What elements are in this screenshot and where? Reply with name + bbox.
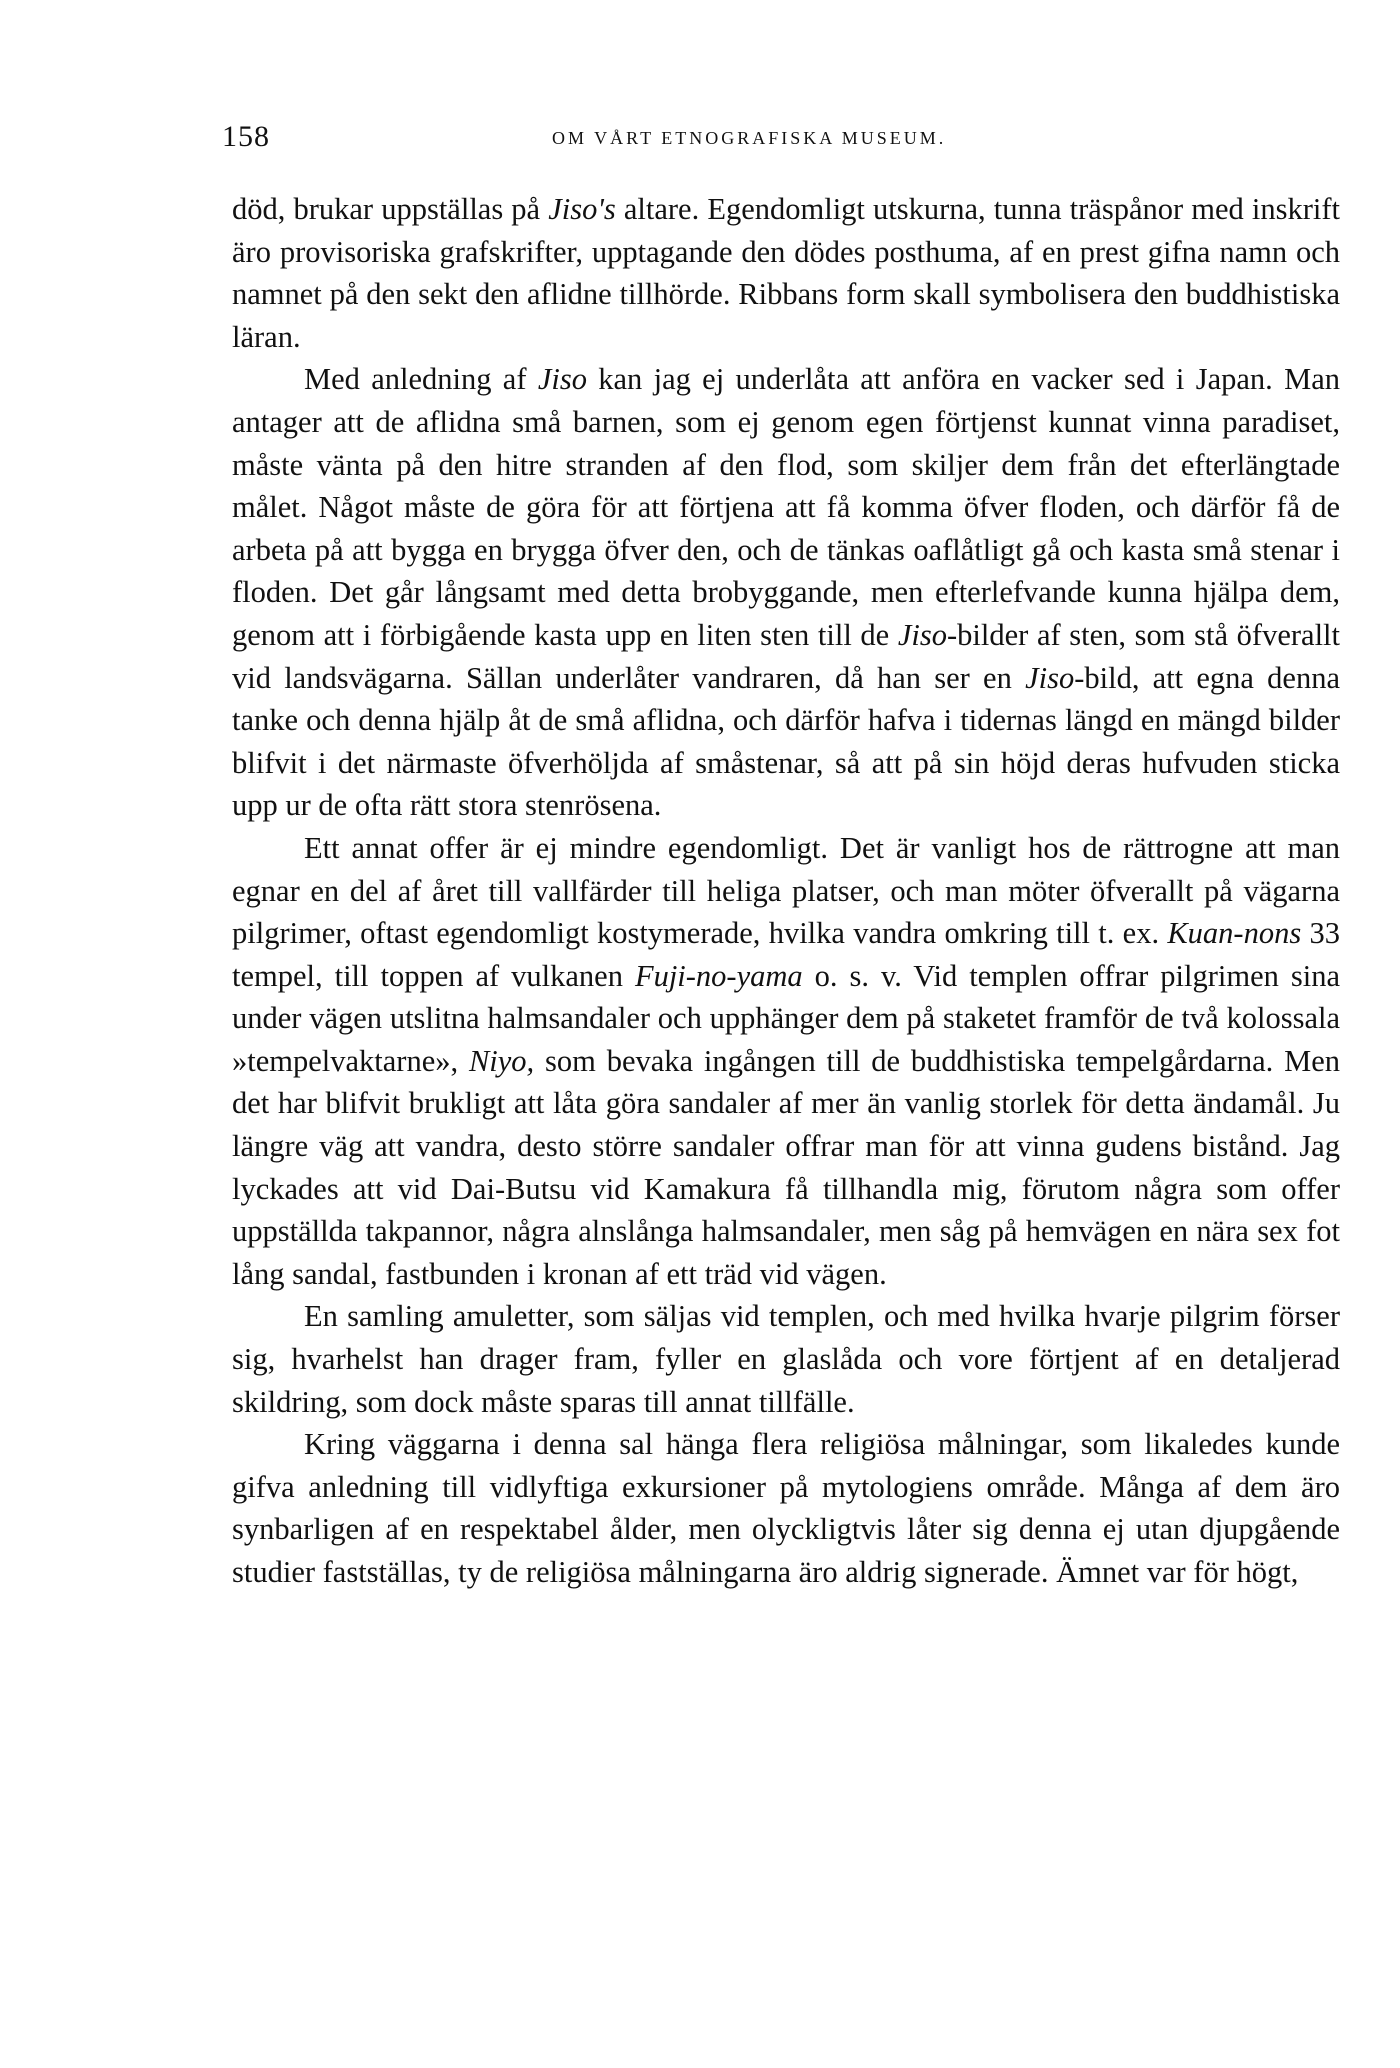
text-run: som bevaka ingången till de buddhistiska tempelgårdarna. Men det har blifvit brukligt att låta göra sandaler af mer än vanlig storlek för detta ändamål. Ju längre väg att vandra, desto större sandaler offrar man för att vinna gudens bistånd. Jag lyckades att vid Dai-Butsu vid Kamakura få tillhandla mig, förutom några som offer uppställda takpannor, några alnslånga halmsandaler, men såg på hemvägen en nära sex fot lång sandal, fastbunden i kronan af ett träd vid vägen. — [232, 1043, 1340, 1291]
text-run: 33 tempel, till toppen af vulkanen — [232, 916, 1340, 993]
italic-text: Jiso — [537, 362, 587, 397]
text-run: kan jag ej underlåta att anföra en vacker sed i Japan. Man antager att de aflidna små barnen, som ej genom egen förtjenst kunnat vinna paradiset, måste vänta på den hitre stranden af den flod, som skiljer dem från det efterlängtade målet. Något måste de göra för att förtjena att få komma öfver floden, och därför få de arbeta på att bygga en brygga öfver den, och de tänkas oaflåtligt gå och kasta små stenar i floden. Det går långsamt med detta brobyggande, men efterlefvande kunna hjälpa dem, genom att i förbigående kasta upp en liten sten till de — [232, 362, 1341, 652]
text-run: o. s. v. Vid templen offrar pilgrimen sina under vägen utslitna halmsandaler och upphänger dem på staketet framför de två kolossala »tempelvaktarne», — [232, 958, 1340, 1078]
text-run: Kring väggarna i denna sal hänga flera religiösa målningar, som likaledes kunde gifva anledning till vidlyftiga exkursioner på mytologiens område. Många af dem äro synbarligen af en respektabel ålder, men olyckligtvis låter sig denna ej utan djupgående studier fastställas, ty de religiösa målningarna äro aldrig signerade. Ämnet var för högt, — [232, 1427, 1340, 1589]
page-number: 158 — [222, 120, 270, 153]
italic-text: Kuan-nons — [1167, 916, 1302, 951]
text-run: -bild, att egna denna tanke och denna hjälp åt de små aflidna, och därför hafva i tidernas längd en mängd bilder blifvit i det närmaste öfverhöljda af småstenar, så att på sin höjd deras hufvuden sticka upp ur de ofta rätt stora stenrösena. — [232, 660, 1340, 823]
paragraph — [232, 358, 1340, 827]
text-run: En samling amuletter, som säljas vid templen, och med hvilka hvarje pilgrim förser sig, hvarhelst han drager fram, fyller en glaslåda och vore förtjent af en detaljerad skildring, som dock måste sparas till annat tillfälle. — [232, 1299, 1340, 1419]
paragraph — [232, 1423, 1340, 1593]
italic-text: Jiso — [897, 617, 948, 652]
running-title: OM VÅRT ETNOGRAFISKA MUSEUM. — [552, 128, 947, 148]
page-header — [222, 120, 1342, 160]
text-run: -bilder af sten, som stå öfverallt vid landsvägarna. Sällan underlåter vandraren, då han ser en — [232, 617, 1340, 695]
body-text — [232, 188, 1340, 1594]
paragraph — [232, 188, 1340, 358]
italic-text: Jiso's — [548, 192, 616, 226]
italic-text: Niyo, — [468, 1043, 535, 1078]
text-run: Med anledning af — [304, 362, 538, 397]
text-run: altare. Egendomligt utskurna, tunna träspånor med inskrift äro provisoriska grafskrifter, upptagande den dödes posthuma, af en prest gifna namn och namnet på den sekt den aflidne tillhörde. Ribbans form skall symbolisera den buddhistiska läran. — [232, 192, 1340, 354]
text-run: Ett annat offer är ej mindre egendomligt. Det är vanligt hos de rättrogne att man egnar en del af året till vallfärder till heliga platser, och man möter öfverallt på vägarna pilgrimer, oftast egendomligt kostymerade, hvilka vandra omkring till t. ex. — [232, 830, 1340, 951]
italic-text: Fuji-no-yama — [634, 958, 803, 993]
paragraph — [232, 827, 1340, 1296]
paragraph — [232, 1295, 1340, 1423]
text-run: död, brukar uppställas på — [232, 192, 549, 226]
italic-text: Jiso — [1025, 660, 1075, 695]
